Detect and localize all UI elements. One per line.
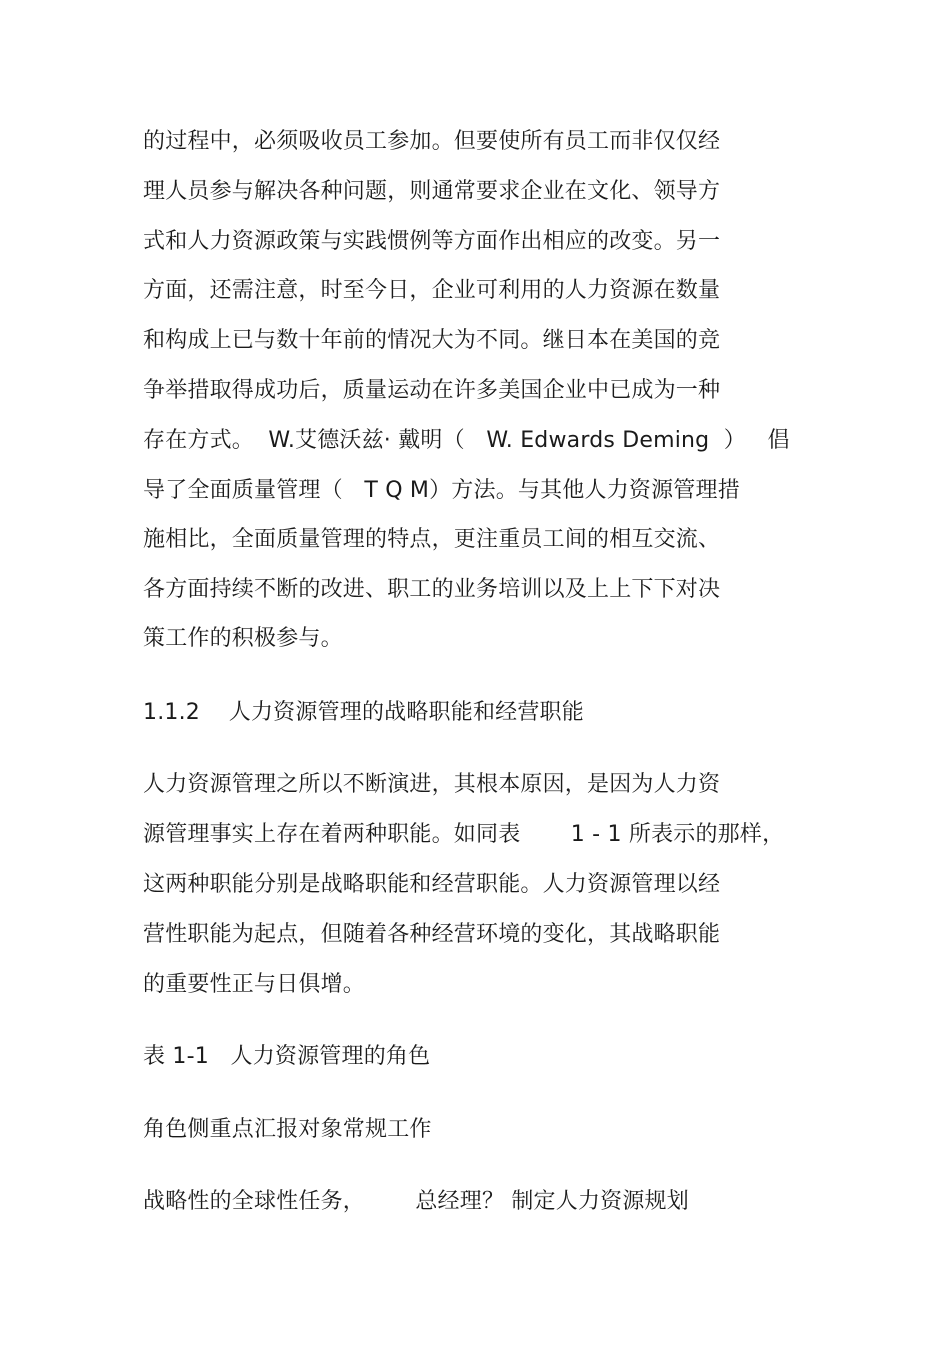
paragraph-line: 和构成上已与数十年前的情况大为不同。继日本在美国的竞 — [143, 328, 721, 353]
paragraph-line: 源管理事实上存在着两种职能。如同表 1 - 1 所表示的那样， — [143, 822, 785, 847]
paragraph-line: 人力资源管理之所以不断演进，其根本原因，是因为人力资 — [143, 772, 721, 797]
paragraph-line: 导了全面质量管理（ T Q M）方法。与其他人力资源管理措 — [143, 478, 740, 503]
paragraph-line: 式和人力资源政策与实践惯例等方面作出相应的改变。另一 — [143, 229, 721, 254]
table-caption: 表 1-1 人力资源管理的角色 — [143, 1044, 431, 1069]
paragraph-line: 各方面持续不断的改进、职工的业务培训以及上上下下对决 — [143, 577, 721, 602]
table-header-row: 角色侧重点汇报对象常规工作 — [143, 1117, 432, 1142]
paragraph-line: 施相比，全面质量管理的特点，更注重员工间的相互交流、 — [143, 527, 721, 552]
paragraph-line: 争举措取得成功后，质量运动在许多美国企业中已成为一种 — [143, 378, 721, 403]
section-heading: 1.1.2 人力资源管理的战略职能和经营职能 — [143, 700, 584, 725]
paragraph-line: 策工作的积极参与。 — [143, 626, 343, 651]
paragraph-line: 理人员参与解决各种问题，则通常要求企业在文化、领导方 — [143, 179, 721, 204]
paragraph-line: 存在方式。 W.艾德沃兹· 戴明（ W. Edwards Deming ） 倡 — [143, 428, 790, 453]
paragraph-line: 方面，还需注意，时至今日，企业可利用的人力资源在数量 — [143, 278, 721, 303]
paragraph-line: 这两种职能分别是战略职能和经营职能。人力资源管理以经 — [143, 872, 721, 897]
paragraph-line: 营性职能为起点，但随着各种经营环境的变化，其战略职能 — [143, 922, 721, 947]
paragraph-line: 的重要性正与日俱增。 — [143, 972, 366, 997]
paragraph-line: 的过程中，必须吸收员工参加。但要使所有员工而非仅仅经 — [143, 129, 721, 154]
table-row: 战略性的全球性任务， 总经理？ 制定人力资源规划 — [143, 1189, 689, 1214]
